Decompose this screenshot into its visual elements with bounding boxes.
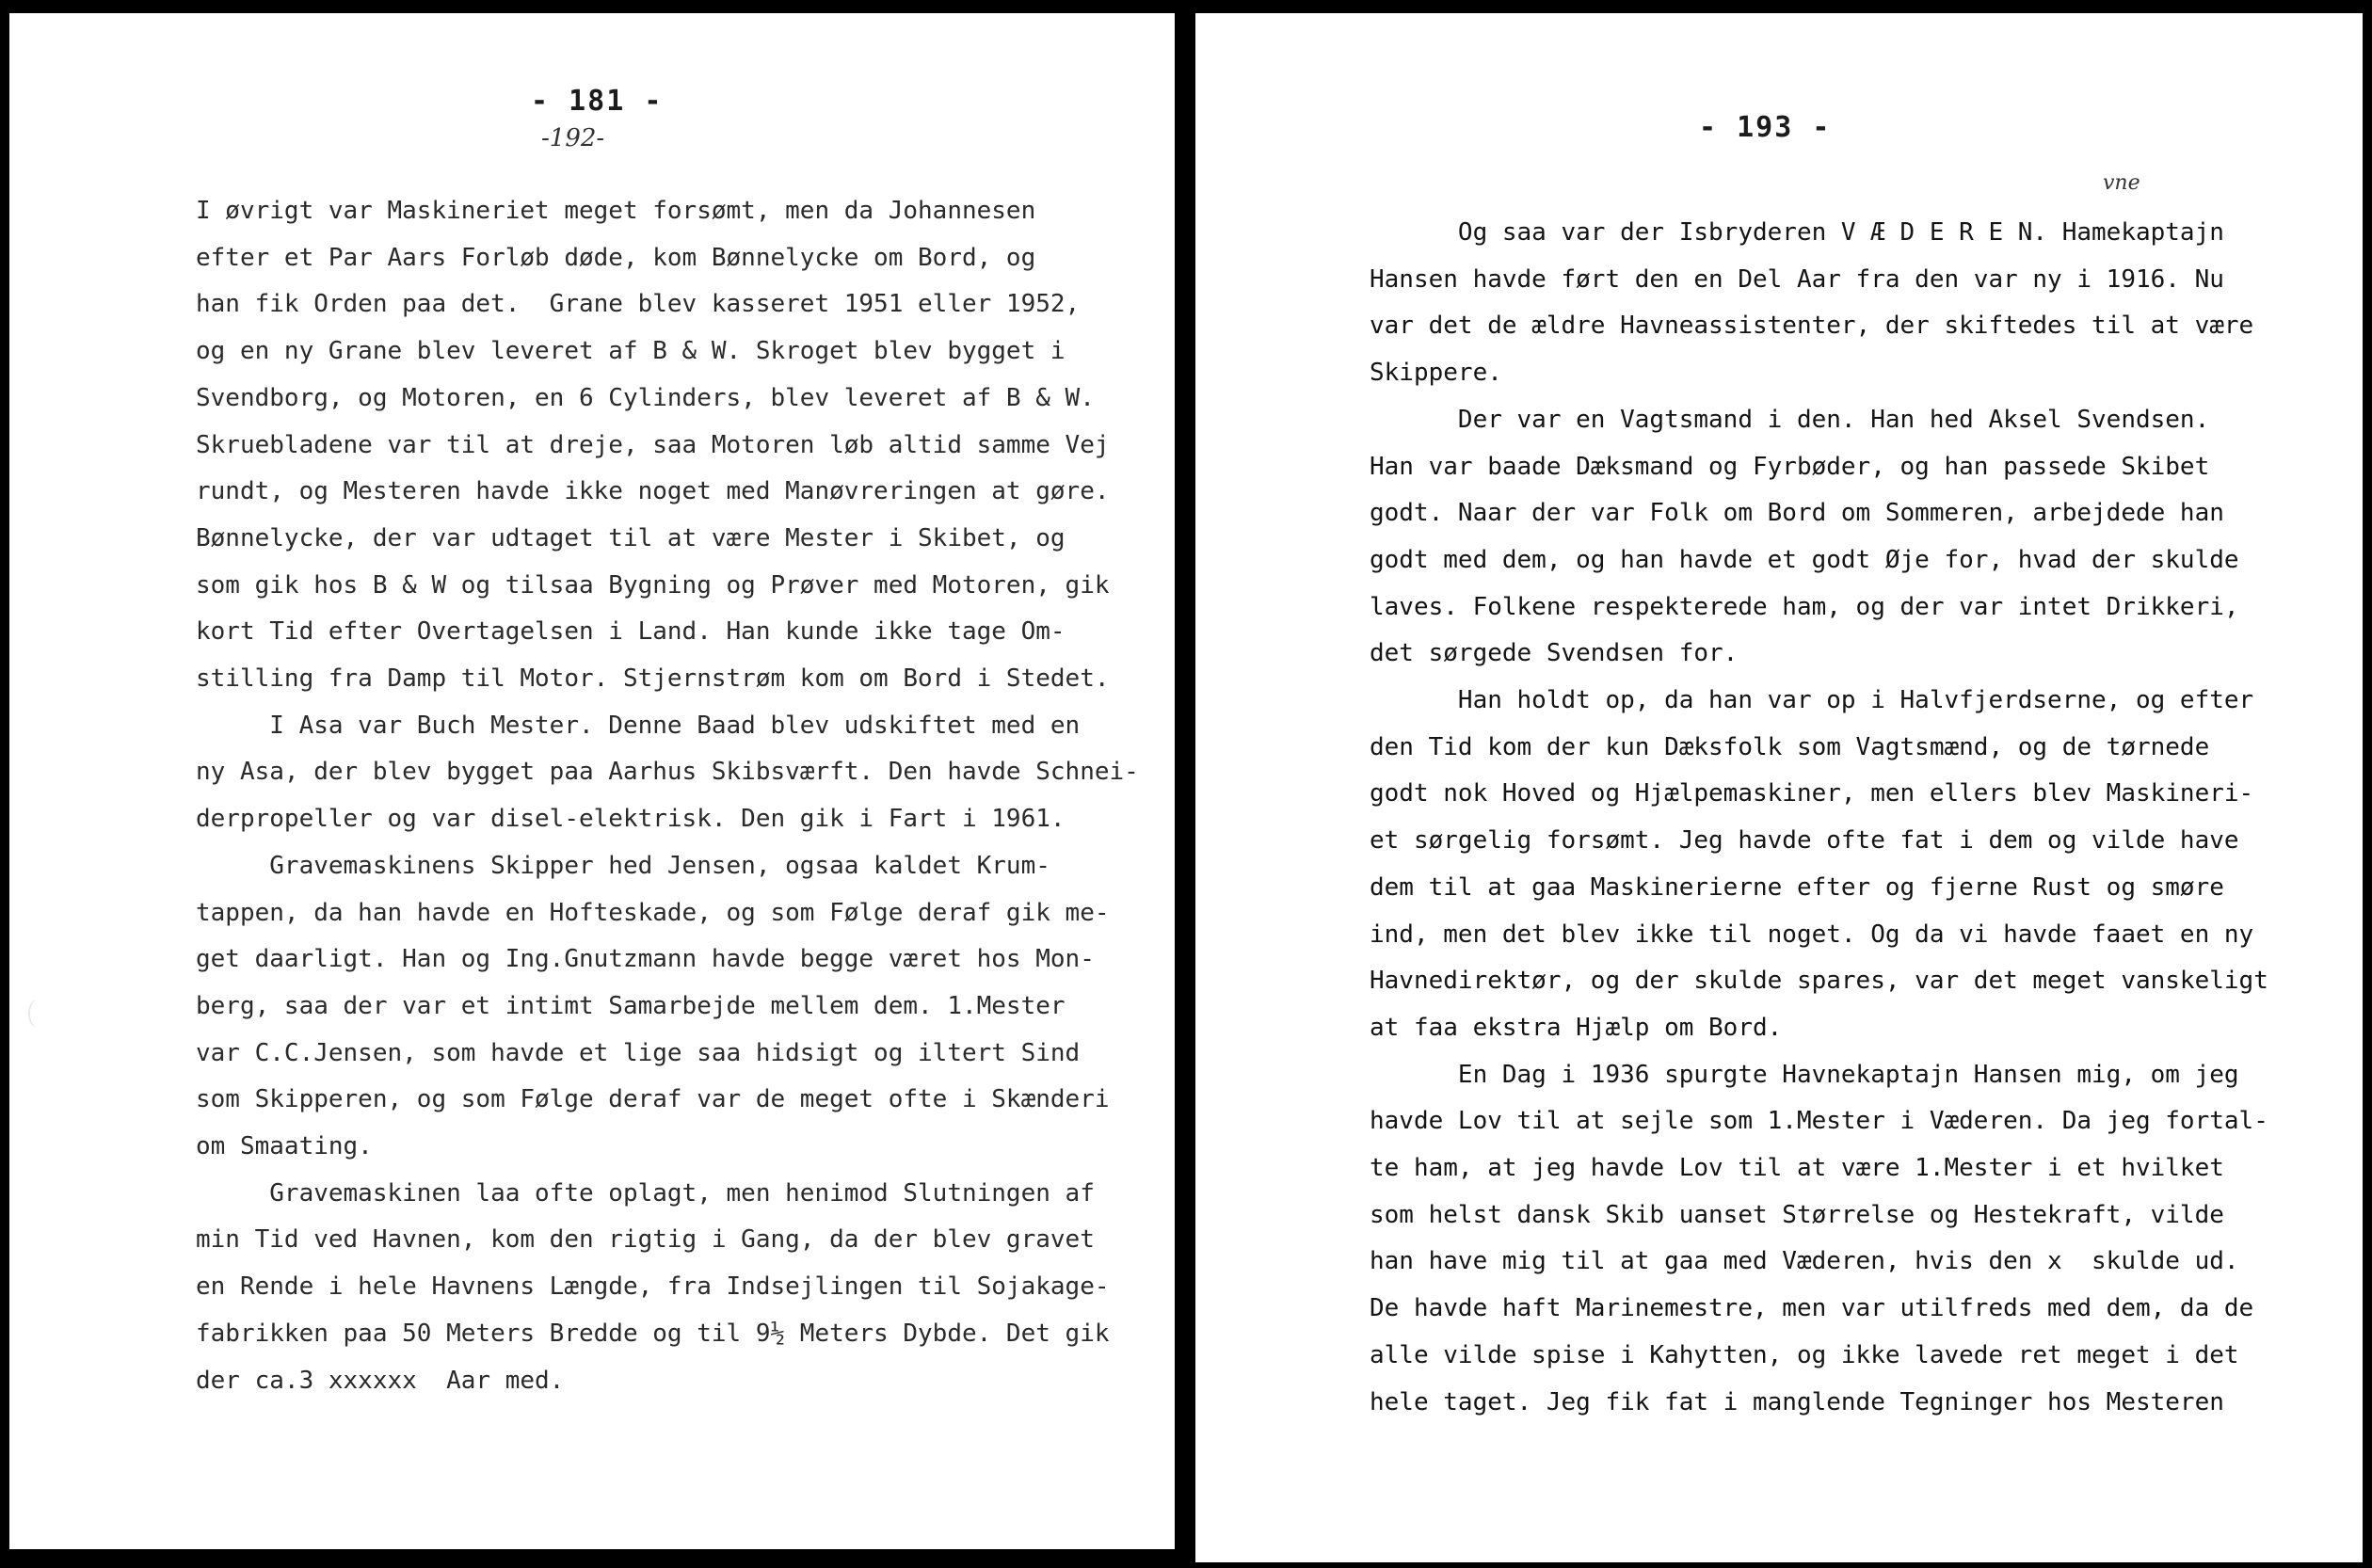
text-line: at faa ekstra Hjælp om Bord. bbox=[1370, 1013, 1783, 1042]
text-line: Gravemaskinen laa ofte oplagt, men henimod Slutningen af bbox=[196, 1178, 1095, 1208]
text-line: rundt, og Mesteren havde ikke noget med Manøvreringen at gøre. bbox=[196, 477, 1110, 506]
text-line: efter et Par Aars Forløb døde, kom Bønnelycke om Bord, og bbox=[196, 243, 1036, 272]
page-number: - 193 - bbox=[1699, 111, 1832, 144]
text-line: Hansen havde ført den en Del Aar fra den var ny i 1916. Nu bbox=[1370, 264, 2224, 294]
text-line: han have mig til at gaa med Væderen, hvis den x skulde ud. bbox=[1370, 1247, 2239, 1276]
handwritten-correction: vne bbox=[2103, 171, 2140, 195]
text-line: stilling fra Damp til Motor. Stjernstrøm kom om Bord i Stedet. bbox=[196, 664, 1110, 694]
text-line: godt nok Hoved og Hjælpemaskiner, men ellers blev Maskineri- bbox=[1370, 779, 2254, 808]
punch-hole-mark bbox=[28, 1000, 47, 1028]
text-line: en Rende i hele Havnens Længde, fra Indsejlingen til Sojakage- bbox=[196, 1272, 1110, 1302]
text-line: den Tid kom der kun Dæksfolk som Vagtsmænd, og de tørnede bbox=[1370, 732, 2210, 761]
typed-text-block bbox=[196, 188, 1139, 1404]
text-line: om Smaating. bbox=[196, 1132, 373, 1161]
text-line: som Skipperen, og som Følge deraf var de meget ofte i Skænderi bbox=[196, 1085, 1110, 1114]
text-line: fabrikken paa 50 Meters Bredde og til 9½ Meters Dybde. Det gik bbox=[196, 1319, 1110, 1348]
text-line: te ham, at jeg havde Lov til at være 1.Mester i et hvilket bbox=[1370, 1154, 2224, 1183]
typed-text-block bbox=[1370, 210, 2268, 1426]
text-line: som gik hos B & W og tilsaa Bygning og Prøver med Motoren, gik bbox=[196, 570, 1110, 600]
text-line: laves. Folkene respekterede ham, og der var intet Drikkeri, bbox=[1370, 592, 2239, 621]
text-line: var det de ældre Havneassistenter, der skiftedes til at være bbox=[1370, 312, 2254, 341]
text-line: hele taget. Jeg fik fat i manglende Tegninger hos Mesteren bbox=[1370, 1387, 2224, 1416]
text-line: og en ny Grane blev leveret af B & W. Skroget blev bygget i bbox=[196, 337, 1066, 366]
text-line: min Tid ved Havnen, kom den rigtig i Gang, da der blev gravet bbox=[196, 1225, 1095, 1255]
text-line: kort Tid efter Overtagelsen i Land. Han kunde ikke tage Om- bbox=[196, 617, 1066, 647]
text-line: Og saa var der Isbryderen V Æ D E R E N. Hamekaptajn bbox=[1370, 218, 2224, 247]
text-line: ind, men det blev ikke til noget. Og da vi havde faaet en ny bbox=[1370, 920, 2254, 949]
text-line: Skruebladene var til at dreje, saa Motoren løb altid samme Vej bbox=[196, 430, 1110, 459]
text-line: De havde haft Marinemestre, men var utilfreds med dem, da de bbox=[1370, 1294, 2254, 1323]
page-number: - 181 - bbox=[531, 85, 664, 118]
text-line: Han holdt op, da han var op i Halvfjerdserne, og efter bbox=[1370, 686, 2254, 715]
text-line: Han var baade Dæksmand og Fyrbøder, og han passede Skibet bbox=[1370, 452, 2210, 481]
text-line: var C.C.Jensen, som havde et lige saa hidsigt og iltert Sind bbox=[196, 1038, 1081, 1067]
text-line: tappen, da han havde en Hofteskade, og som Følge deraf gik me- bbox=[196, 898, 1110, 927]
text-line: Bønnelycke, der var udtaget til at være Mester i Skibet, og bbox=[196, 523, 1066, 552]
text-line: Svendborg, og Motoren, en 6 Cylinders, blev leveret af B & W. bbox=[196, 383, 1095, 412]
text-line: godt med dem, og han havde et godt Øje for, hvad der skulde bbox=[1370, 545, 2239, 574]
text-line: det sørgede Svendsen for. bbox=[1370, 639, 1739, 668]
left-page bbox=[9, 13, 1175, 1549]
text-line: havde Lov til at sejle som 1.Mester i Væderen. Da jeg fortal- bbox=[1370, 1107, 2268, 1136]
text-line: I Asa var Buch Mester. Denne Baad blev udskiftet med en bbox=[196, 711, 1081, 740]
handwritten-page-number: -192- bbox=[541, 124, 605, 152]
text-line: dem til at gaa Maskinerierne efter og fjerne Rust og smøre bbox=[1370, 872, 2224, 902]
text-line: berg, saa der var et intimt Samarbejde mellem dem. 1.Mester bbox=[196, 991, 1066, 1020]
text-line: Gravemaskinens Skipper hed Jensen, ogsaa kaldet Krum- bbox=[196, 851, 1050, 880]
text-line: ny Asa, der blev bygget paa Aarhus Skibsværft. Den havde Schnei- bbox=[196, 758, 1139, 787]
text-line: godt. Naar der var Folk om Bord om Sommeren, arbejdede han bbox=[1370, 499, 2224, 528]
text-line: et sørgelig forsømt. Jeg havde ofte fat i dem og vilde have bbox=[1370, 826, 2239, 856]
text-line: Der var en Vagtsmand i den. Han hed Aksel Svendsen. bbox=[1370, 405, 2210, 434]
text-line: Havnedirektør, og der skulde spares, var det meget vanskeligt bbox=[1370, 967, 2268, 996]
text-line: alle vilde spise i Kahytten, og ikke lavede ret meget i det bbox=[1370, 1340, 2239, 1369]
text-line: derpropeller og var disel-elektrisk. Den gik i Fart i 1961. bbox=[196, 805, 1066, 834]
text-line: En Dag i 1936 spurgte Havnekaptajn Hansen mig, om jeg bbox=[1370, 1060, 2239, 1089]
text-line: get daarligt. Han og Ing.Gnutzmann havde begge været hos Mon- bbox=[196, 945, 1095, 974]
text-line: han fik Orden paa det. Grane blev kasseret 1951 eller 1952, bbox=[196, 290, 1081, 319]
text-line: der ca.3 xxxxxx Aar med. bbox=[196, 1366, 565, 1395]
text-line: som helst dansk Skib uanset Størrelse og Hestekraft, vilde bbox=[1370, 1200, 2224, 1229]
text-line: Skippere. bbox=[1370, 359, 1502, 388]
right-page bbox=[1195, 13, 2363, 1562]
text-line: I øvrigt var Maskineriet meget forsømt, men da Johannesen bbox=[196, 197, 1036, 225]
